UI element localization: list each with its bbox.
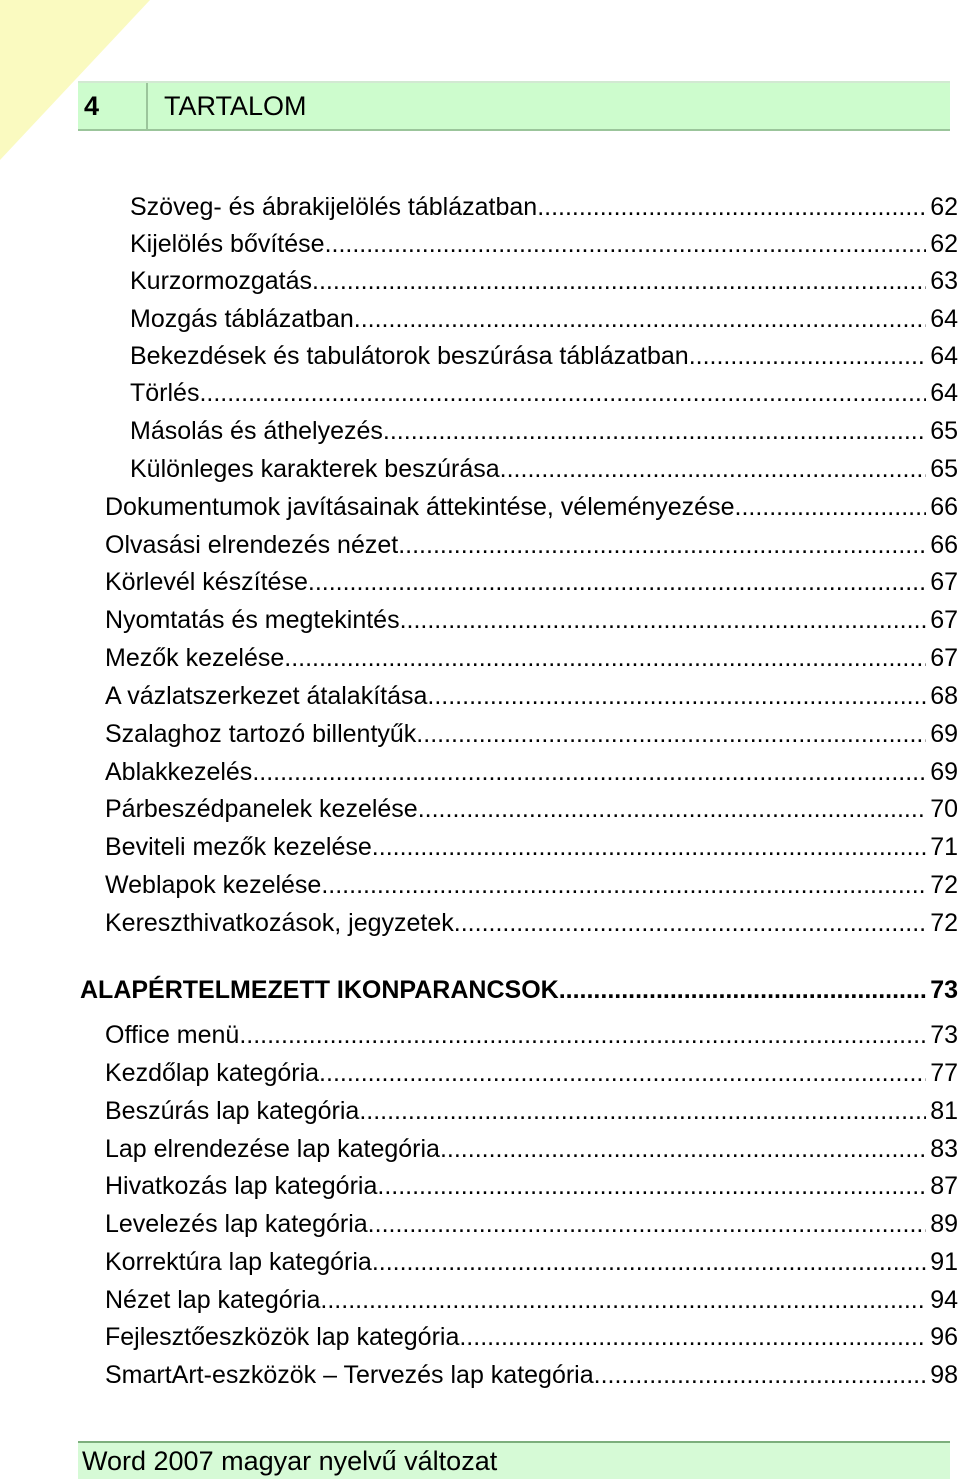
toc-leader-dots [199,378,926,408]
toc-entry-page: 91 [930,1248,958,1276]
toc-entry-title: Mozgás táblázatban [130,305,354,333]
toc-entry-page: 64 [930,379,958,407]
toc-entry[interactable] [105,567,958,597]
toc-section-heading[interactable] [80,975,958,1005]
toc-entry-title: Kereszthivatkozások, jegyzetek [105,909,454,937]
toc-entry-title: Másolás és áthelyezés [130,417,383,445]
toc-entry-page: 72 [930,871,958,899]
toc-entry-title: Ablakkezelés [105,758,253,786]
toc-entry-page: 67 [930,606,958,634]
toc-leader-dots [312,266,926,296]
toc-entry[interactable] [105,870,958,900]
toc-leader-dots [418,794,926,824]
toc-entry-page: 65 [930,455,958,483]
toc-entry-title: Körlevél készítése [105,568,308,596]
toc-leader-dots [308,567,926,597]
toc-entry-page: 70 [930,795,958,823]
toc-entry[interactable] [105,1134,958,1164]
toc-entry[interactable] [105,719,958,749]
toc-leader-dots [416,719,926,749]
toc-leader-dots [537,192,926,222]
toc-entry-title: Nyomtatás és megtekintés [105,606,400,634]
toc-entry-title: Dokumentumok javításainak áttekintése, véleményezése [105,493,735,521]
toc-entry-title: Szalaghoz tartozó billentyűk [105,720,417,748]
toc-entry-page: 81 [930,1097,958,1125]
toc-entry-title: Kijelölés bővítése [130,230,325,258]
toc-leader-dots [252,757,926,787]
toc-leader-dots [398,530,926,560]
toc-leader-dots [377,1171,926,1201]
toc-leader-dots [440,1134,926,1164]
toc-entry-title: Lap elrendezése lap kategória [105,1135,440,1163]
toc-entry-title: Különleges karakterek beszúrása [130,455,500,483]
toc-entry-page: 87 [930,1172,958,1200]
toc-entry[interactable] [130,229,958,259]
toc-leader-dots [321,870,926,900]
toc-entry-page: 66 [930,531,958,559]
toc-entry-page: 83 [930,1135,958,1163]
toc-entry-page: 73 [930,976,958,1004]
toc-entry-title: Beviteli mezők kezelése [105,833,372,861]
toc-entry-page: 69 [930,758,958,786]
toc-entry-title: Office menü [105,1021,240,1049]
toc-entry-page: 65 [930,417,958,445]
toc-leader-dots [459,1322,926,1352]
toc-leader-dots [320,1285,926,1315]
toc-entry-page: 69 [930,720,958,748]
toc-entry-title: Fejlesztőeszközök lap kategória [105,1323,460,1351]
toc-entry[interactable] [105,757,958,787]
toc-entry[interactable] [105,1322,958,1352]
toc-leader-dots [594,1360,927,1390]
toc-entry-title: Hivatkozás lap kategória [105,1172,378,1200]
toc-entry-page: 67 [930,568,958,596]
toc-entry-title: Kezdőlap kategória [105,1059,320,1087]
toc-entry[interactable] [105,492,958,522]
toc-leader-dots [559,975,926,1005]
toc-entry[interactable] [130,416,958,446]
toc-leader-dots [319,1058,926,1088]
toc-entry-page: 66 [930,493,958,521]
toc-entry-title: Szöveg- és ábrakijelölés táblázatban [130,193,538,221]
toc-entry-title: SmartArt-eszközök – Tervezés lap kategória [105,1361,594,1389]
toc-entry-title: Nézet lap kategória [105,1286,321,1314]
toc-leader-dots [689,341,926,371]
chapter-number: 4 [78,83,148,129]
toc-entry[interactable] [105,643,958,673]
page-corner-decoration [0,0,150,160]
toc-entry[interactable] [130,304,958,334]
toc-leader-dots [354,304,926,334]
chapter-header [78,81,950,131]
toc-entry-title: Weblapok kezelése [105,871,322,899]
toc-entry[interactable] [105,1360,958,1390]
chapter-title: TARTALOM [164,90,307,121]
toc-entry[interactable] [130,266,958,296]
toc-entry-page: 62 [930,230,958,258]
toc-leader-dots [284,643,926,673]
toc-entry-page: 67 [930,644,958,672]
toc-entry-page: 63 [930,267,958,295]
toc-entry-title: Kurzormozgatás [130,267,313,295]
toc-entry[interactable] [105,681,958,711]
toc-entry[interactable] [130,192,958,222]
toc-entry[interactable] [105,794,958,824]
toc-entry-title: ALAPÉRTELMEZETT IKONPARANCSOK [80,976,559,1004]
toc-entry[interactable] [130,378,958,408]
toc-entry-page: 77 [930,1059,958,1087]
toc-leader-dots [735,492,927,522]
toc-leader-dots [400,605,927,635]
toc-entry[interactable] [105,1247,958,1277]
toc-leader-dots [368,1209,927,1239]
toc-entry-title: Olvasási elrendezés nézet [105,531,399,559]
toc-entry[interactable] [105,530,958,560]
toc-entry[interactable] [105,908,958,938]
toc-leader-dots [359,1096,926,1126]
toc-entry[interactable] [105,1058,958,1088]
toc-leader-dots [372,832,926,862]
toc-entry-title: Törlés [130,379,200,407]
toc-leader-dots [372,1247,926,1277]
toc-entry-page: 98 [930,1361,958,1389]
toc-entry-title: Párbeszédpanelek kezelése [105,795,418,823]
toc-entry-title: Bekezdések és tabulátorok beszúrása táblázatban [130,342,689,370]
toc-entry[interactable] [105,1020,958,1050]
toc-entry-page: 96 [930,1323,958,1351]
toc-leader-dots [500,454,927,484]
toc-entry[interactable] [105,1171,958,1201]
toc-entry-page: 68 [930,682,958,710]
toc-entry-page: 73 [930,1021,958,1049]
toc-entry-title: A vázlatszerkezet átalakítása [105,682,428,710]
toc-entry[interactable] [130,341,958,371]
toc-entry-title: Levelezés lap kategória [105,1210,368,1238]
toc-entry[interactable] [130,454,958,484]
toc-entry-page: 94 [930,1286,958,1314]
toc-leader-dots [239,1020,926,1050]
toc-entry-page: 64 [930,305,958,333]
toc-leader-dots [325,229,927,259]
toc-entry[interactable] [105,1209,958,1239]
toc-entry-page: 71 [930,833,958,861]
toc-entry-page: 64 [930,342,958,370]
toc-entry-page: 89 [930,1210,958,1238]
page-footer [78,1441,950,1479]
toc-entry[interactable] [105,1285,958,1315]
footer-text: Word 2007 magyar nyelvű változat [82,1445,498,1476]
toc-entry[interactable] [105,832,958,862]
toc-entry[interactable] [105,605,958,635]
toc-entry-title: Beszúrás lap kategória [105,1097,360,1125]
toc-entry-page: 72 [930,909,958,937]
toc-entry-title: Korrektúra lap kategória [105,1248,372,1276]
toc-leader-dots [427,681,926,711]
toc-entry-title: Mezők kezelése [105,644,285,672]
toc-entry-page: 62 [930,193,958,221]
toc-leader-dots [383,416,926,446]
toc-entry[interactable] [105,1096,958,1126]
toc-leader-dots [454,908,926,938]
